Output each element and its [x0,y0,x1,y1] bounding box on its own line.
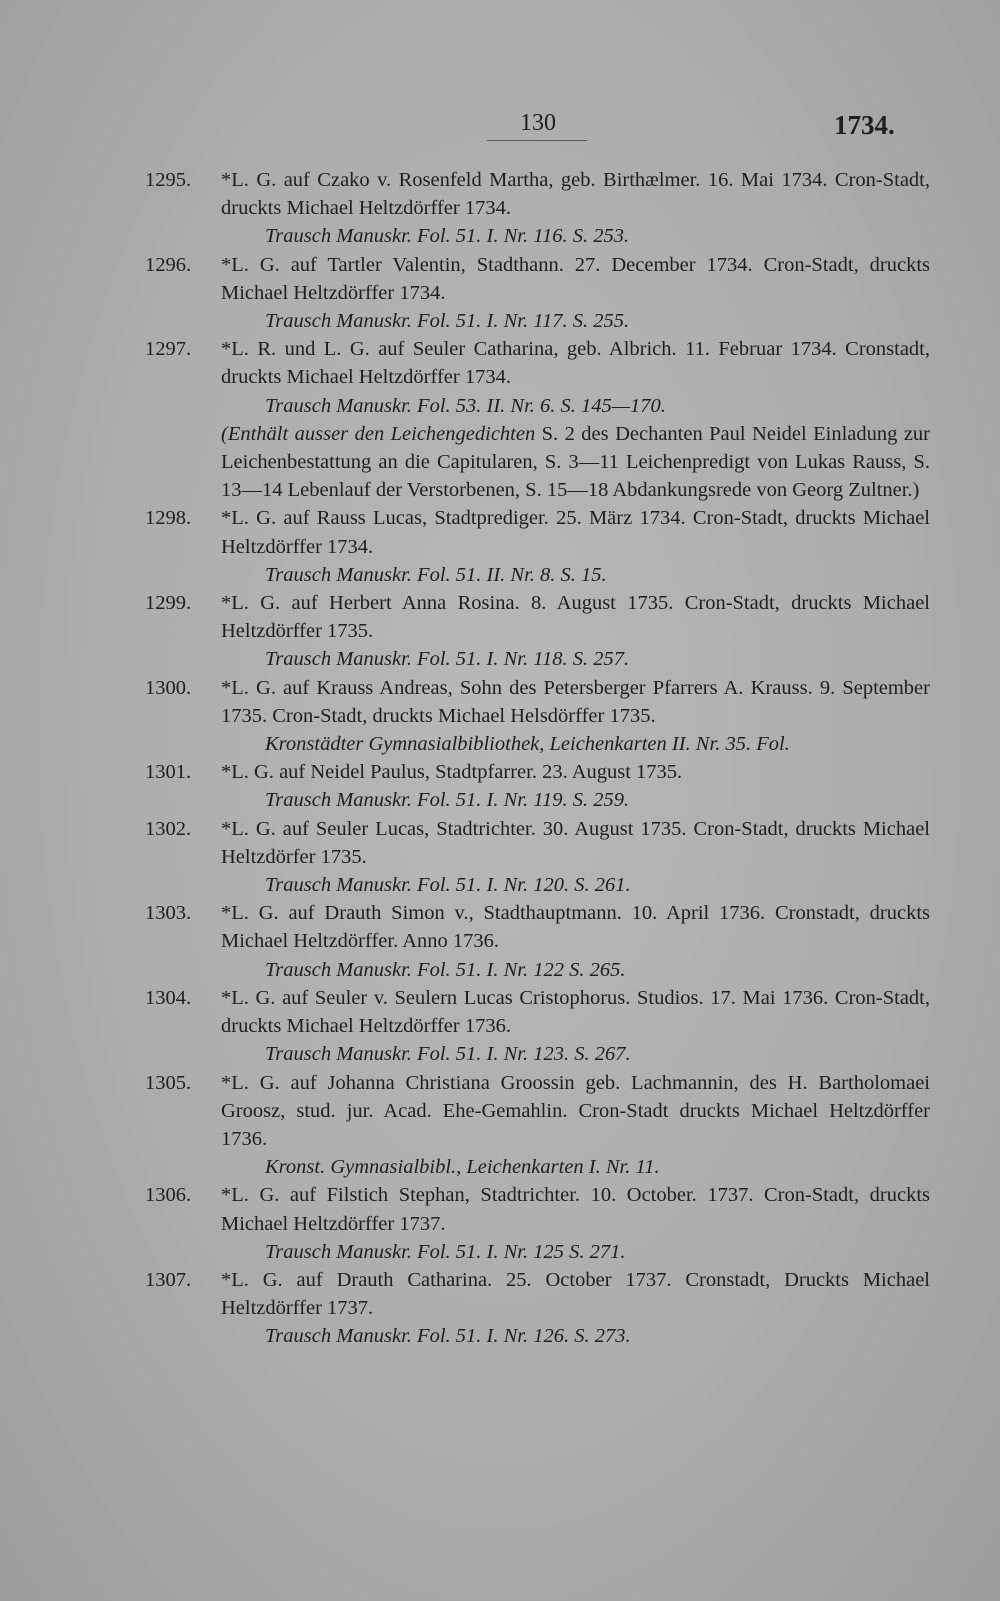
entry-source: Trausch Manuskr. Fol. 51. I. Nr. 125 S. 271. [265,1240,626,1263]
entry-number: 1304. [145,986,192,1009]
entry-text: *L. G. auf Johanna Christiana Groossin geb. Lachmannin, des H. Bartholomaei Groosz, stud. jur. Acad. Ehe-Gemahlin. Cron-Stadt druckts Michael Heltzdörffer 1736. [221,1071,930,1150]
entry-1297 [145,335,930,504]
entry-text: *L. G. auf Krauss Andreas, Sohn des Petersberger Pfarrers A. Krauss. 9. September 1735. Cron-Stadt, druckts Michael Helsdörffer 1735. [221,676,930,727]
page-number: 130 [520,110,556,136]
entry-number: 1296. [145,253,192,276]
entry-note-text: S. 2 des Dechanten Paul Neidel Einladung zur Leichenbestattung an die Capitularen, S. 3—11 Leichenpredigt von Lukas Rauss, S. 13—14 Lebenlauf der Verstorbenen, S. 15—18 Abdankungsrede von Georg Zultner.) [221,422,930,502]
entry-text: *L. G. auf Filstich Stephan, Stadtrichter. 10. October. 1737. Cron-Stadt, druckts Michael Heltzdörffer 1737. [221,1184,930,1235]
entry-source: Trausch Manuskr. Fol. 51. I. Nr. 116. S. 253. [265,225,630,248]
entry-text: *L. G. auf Drauth Simon v., Stadthauptmann. 10. April 1736. Cronstadt, druckts Michael Heltzdörffer. Anno 1736. [221,902,930,953]
entry-note [221,423,930,501]
entry-source: Trausch Manuskr. Fol. 51. I. Nr. 118. S. 257. [265,648,630,671]
entry-text: *L. R. und L. G. auf Seuler Catharina, geb. Albrich. 11. Februar 1734. Cronstadt, druckts Michael Heltzdörffer 1734. [221,338,930,389]
entry-1298 [145,504,930,589]
entry-source: Trausch Manuskr. Fol. 53. II. Nr. 6. S. 145—170. [265,394,666,417]
entry-source: Trausch Manuskr. Fol. 51. I. Nr. 122 S. 265. [265,958,626,981]
entry-text: *L. G. auf Tartler Valentin, Stadthann. 27. December 1734. Cron-Stadt, druckts Michael Heltzdörffer 1734. [221,253,930,304]
entry-text: *L. G. auf Seuler Lucas, Stadtrichter. 30. August 1735. Cron-Stadt, druckts Michael Heltzdörfer 1735. [221,817,930,868]
entry-source: Trausch Manuskr. Fol. 51. I. Nr. 123. S. 267. [265,1043,631,1066]
entry-number: 1300. [145,676,192,699]
entry-number: 1303. [145,902,192,925]
entry-number: 1305. [145,1071,192,1094]
entry-list [145,166,930,1351]
entry-1296 [145,251,930,336]
entry-text: *L. G. auf Neidel Paulus, Stadtpfarrer. 23. August 1735. [221,761,683,784]
entry-source: Trausch Manuskr. Fol. 51. I. Nr. 126. S. 273. [265,1325,631,1348]
entry-text: *L. G. auf Rauss Lucas, Stadtprediger. 25. März 1734. Cron-Stadt, druckts Michael Heltzdörffer 1734. [221,507,930,558]
entry-source: Trausch Manuskr. Fol. 51. I. Nr. 117. S. 255. [265,310,630,333]
entry-number: 1297. [145,338,192,361]
entry-source: Kronst. Gymnasialbibl., Leichenkarten I. Nr. 11. [265,1156,660,1179]
entry-source: Kronstädter Gymnasialbibliothek, Leichenkarten II. Nr. 35. Fol. [265,733,790,756]
header-rule [487,140,587,141]
entry-1302 [145,815,930,900]
entry-source: Trausch Manuskr. Fol. 51. I. Nr. 119. S. 259. [265,789,630,812]
entry-number: 1302. [145,817,192,840]
entry-1300 [145,674,930,759]
entry-1307 [145,1266,930,1351]
entry-1299 [145,589,930,674]
entry-text: *L. G. auf Czako v. Rosenfeld Martha, geb. Birthælmer. 16. Mai 1734. Cron-Stadt, druckts Michael Heltzdörffer 1734. [221,169,930,220]
entry-1306 [145,1181,930,1266]
entry-text: *L. G. auf Seuler v. Seulern Lucas Cristophorus. Studios. 17. Mai 1736. Cron-Stadt, druckts Michael Heltzdörffer 1736. [221,986,930,1038]
entry-1304 [145,984,930,1069]
entry-number: 1298. [145,507,192,530]
page-header [0,110,1000,150]
entry-text: *L. G. auf Herbert Anna Rosina. 8. August 1735. Cron-Stadt, druckts Michael Heltzdörffer 1735. [221,592,930,643]
entry-source: Trausch Manuskr. Fol. 51. II. Nr. 8. S. 15. [265,563,607,586]
entry-number: 1306. [145,1184,192,1207]
entry-1305 [145,1069,930,1182]
entry-number: 1299. [145,592,192,615]
entry-number: 1301. [145,761,192,784]
entry-text: *L. G. auf Drauth Catharina. 25. October 1737. Cronstadt, Druckts Michael Heltzdörffer 1737. [221,1268,930,1320]
entry-1295 [145,166,930,251]
running-year: 1734. [834,110,895,140]
entry-note-italic: (Enthält ausser den Leichengedichten [221,422,536,445]
entry-1301 [145,758,930,814]
entry-number: 1295. [145,169,192,191]
entry-number: 1307. [145,1268,192,1291]
entry-source: Trausch Manuskr. Fol. 51. I. Nr. 120. S. 261. [265,874,631,897]
entry-1303 [145,899,930,984]
